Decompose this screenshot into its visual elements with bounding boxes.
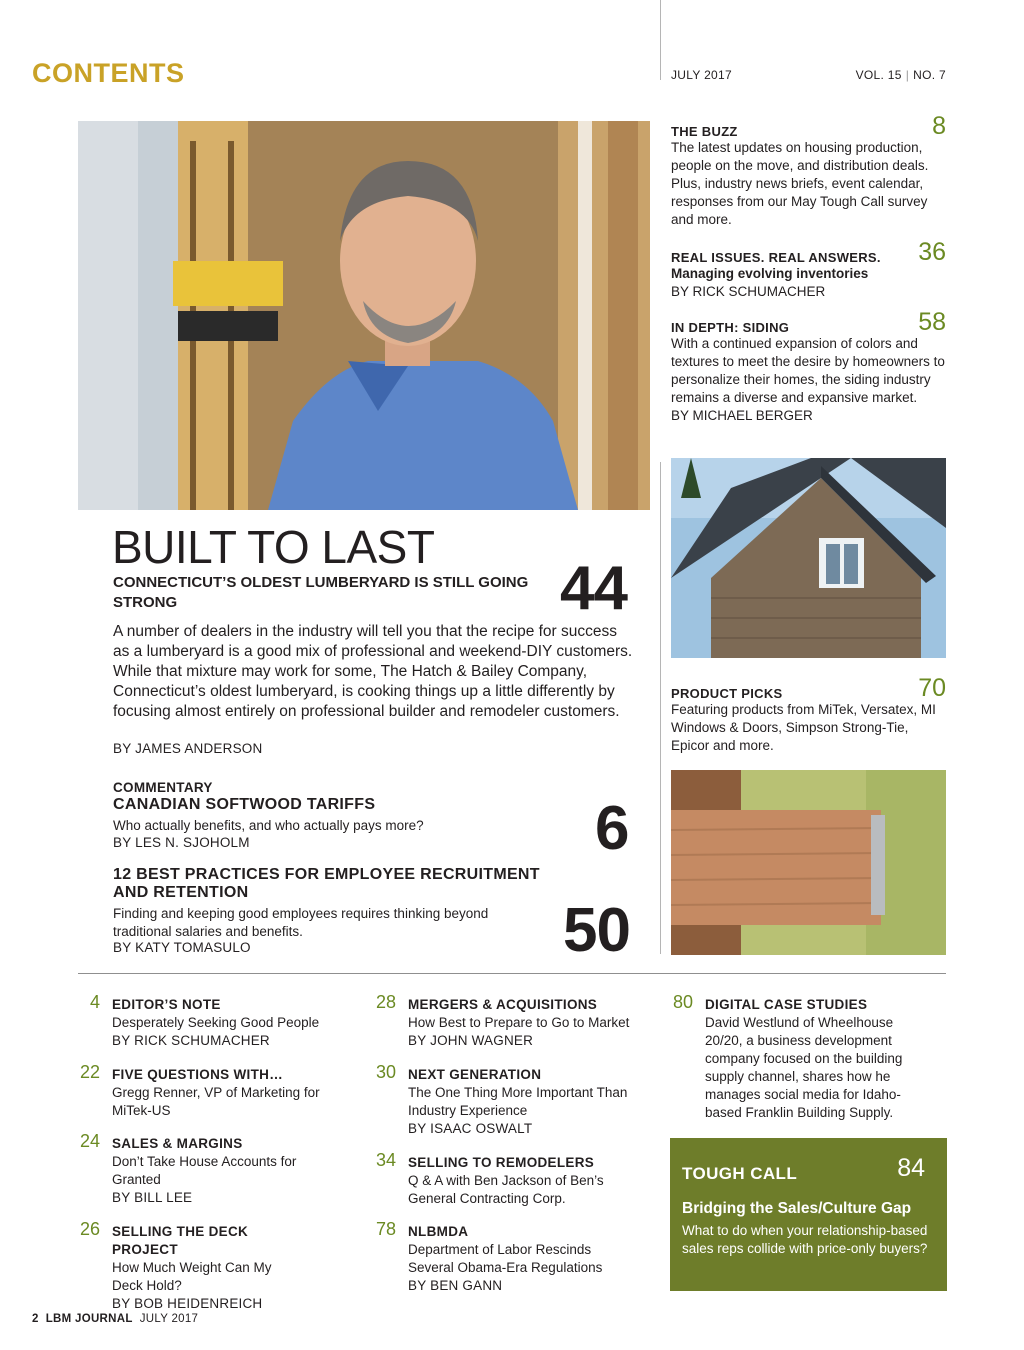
column-divider bbox=[660, 462, 661, 954]
byline: BY ISAAC OSWALT bbox=[408, 1121, 533, 1136]
toc-entry-the-buzz[interactable] bbox=[671, 112, 946, 229]
footer-publication: LBM JOURNAL bbox=[45, 1313, 133, 1325]
feature-title: BUILT TO LAST bbox=[112, 521, 435, 573]
issue-volume bbox=[856, 68, 946, 82]
toc-entry-real-issues[interactable] bbox=[671, 238, 946, 301]
feature-subtitle: CONNECTICUT’S OLDEST LUMBERYARD IS STILL GOING STRONG bbox=[113, 574, 529, 611]
dept-title: Department of Labor Rescinds Several Obama-Era Regulations bbox=[408, 1242, 603, 1275]
tough-call-box[interactable] bbox=[670, 1138, 947, 1291]
dept-heading: DIGITAL CASE STUDIES bbox=[705, 997, 868, 1012]
commentary-page-number: 6 bbox=[595, 794, 629, 863]
toc-entry-in-depth-siding[interactable] bbox=[671, 308, 946, 425]
section-heading: THE BUZZ bbox=[671, 124, 738, 139]
tough-call-label: TOUGH CALL bbox=[682, 1164, 798, 1183]
section-description: Featuring products from MiTek, Versatex, MI Windows & Doors, Simpson Strong-Tie, Epicor and more. bbox=[671, 702, 936, 753]
byline: BY MICHAEL BERGER bbox=[671, 408, 813, 423]
cabin-siding-photo bbox=[671, 458, 946, 658]
volume-divider: | bbox=[905, 68, 910, 82]
contents-heading: CONTENTS bbox=[32, 58, 185, 88]
dept-heading: SALES & MARGINS bbox=[112, 1136, 243, 1151]
volume-label: VOL. 15 bbox=[855, 68, 902, 82]
dept-title: How Much Weight Can My Deck Hold? bbox=[112, 1260, 272, 1293]
dept-title: Q & A with Ben Jackson of Ben’s General Contracting Corp. bbox=[408, 1173, 604, 1206]
page-number: 22 bbox=[79, 1062, 100, 1082]
dept-entry-selling-remodelers[interactable] bbox=[374, 1150, 624, 1208]
tough-call-page-number: 84 bbox=[897, 1154, 925, 1182]
byline: BY BEN GANN bbox=[408, 1278, 503, 1293]
dept-entry-nlbmda[interactable] bbox=[374, 1219, 624, 1295]
page-number: 30 bbox=[375, 1062, 396, 1082]
dept-entry-digital-case-studies[interactable] bbox=[671, 992, 947, 1122]
page-number: 34 bbox=[375, 1150, 396, 1170]
tough-call-description: What to do when your relationship-based sales reps collide with price-only buyers? bbox=[682, 1223, 928, 1256]
page-number: 78 bbox=[375, 1219, 396, 1239]
best-practices-byline: BY KATY TOMASULO bbox=[113, 940, 251, 955]
best-practices-description: Finding and keeping good employees requires thinking beyond traditional salaries and benefits. bbox=[113, 906, 489, 939]
page-number: 26 bbox=[79, 1219, 100, 1239]
dept-heading: NEXT GENERATION bbox=[408, 1067, 542, 1082]
footer-page-number: 2 bbox=[32, 1313, 39, 1325]
dept-entry-sales-margins[interactable] bbox=[78, 1131, 328, 1207]
feature-page-number: 44 bbox=[560, 554, 627, 623]
byline: BY JOHN WAGNER bbox=[408, 1033, 534, 1048]
dept-title: Desperately Seeking Good People bbox=[112, 1015, 320, 1030]
footer-issue: JULY 2017 bbox=[139, 1313, 199, 1325]
best-practices-page-number: 50 bbox=[563, 896, 630, 965]
section-heading: PRODUCT PICKS bbox=[671, 686, 783, 701]
byline: BY RICK SCHUMACHER bbox=[112, 1033, 270, 1048]
best-practices-title[interactable]: 12 BEST PRACTICES FOR EMPLOYEE RECRUITMENT AND RETENTION bbox=[113, 866, 540, 901]
page-number: 24 bbox=[79, 1131, 100, 1151]
feature-byline: BY JAMES ANDERSON bbox=[113, 741, 263, 756]
page-number: 4 bbox=[89, 992, 100, 1012]
commentary-description: Who actually benefits, and who actually pays more? bbox=[113, 818, 424, 833]
number-label: NO. 7 bbox=[913, 68, 946, 82]
dept-entry-editors-note[interactable] bbox=[78, 992, 328, 1050]
dept-entry-mergers[interactable] bbox=[374, 992, 630, 1050]
dept-title: David Westlund of Wheelhouse 20/20, a business development company focused on the building supply channel, shares how he manages social media for Idaho-based Franklin Building Supply. bbox=[705, 1015, 903, 1120]
dept-title: How Best to Prepare to Go to Market bbox=[408, 1015, 630, 1030]
byline: BY BOB HEIDENREICH bbox=[112, 1296, 263, 1311]
dept-title: Don’t Take House Accounts for Granted bbox=[112, 1154, 297, 1187]
byline: BY BILL LEE bbox=[112, 1190, 193, 1205]
page-number: 28 bbox=[375, 992, 396, 1012]
page-number: 58 bbox=[918, 308, 946, 336]
feature-description: A number of dealers in the industry will tell you that the recipe for success as a lumberyard is a good mix of professional and weekend-DIY customers. While that mixture may work for some, The Hatch & Bailey Company, Connecticut’s oldest lumberyard, is cooking things up a little differently by focusing almost entirely on professional builder and remodeler customers. bbox=[113, 623, 633, 720]
page-number: 36 bbox=[918, 238, 946, 266]
section-subtitle: Managing evolving inventories bbox=[671, 266, 869, 281]
dept-entry-five-questions[interactable] bbox=[78, 1062, 328, 1120]
section-heading: REAL ISSUES. REAL ANSWERS. bbox=[671, 250, 881, 265]
toc-entry-product-picks[interactable] bbox=[671, 674, 946, 755]
column-divider-top bbox=[660, 0, 661, 80]
issue-date: JULY 2017 bbox=[671, 68, 732, 82]
portrait-photo bbox=[78, 121, 650, 510]
section-divider bbox=[78, 973, 946, 974]
tough-call-headline: Bridging the Sales/Culture Gap bbox=[682, 1200, 912, 1217]
page-number: 80 bbox=[672, 992, 693, 1012]
dept-heading: MERGERS & ACQUISITIONS bbox=[408, 997, 598, 1012]
byline: BY RICK SCHUMACHER bbox=[671, 284, 826, 299]
dept-entry-next-generation[interactable] bbox=[374, 1062, 628, 1138]
commentary-title[interactable]: CANADIAN SOFTWOOD TARIFFS bbox=[113, 796, 376, 813]
commentary-byline: BY LES N. SJOHOLM bbox=[113, 835, 250, 850]
section-description: With a continued expansion of colors and textures to meet the desire by homeowners to personalize their homes, the siding industry remains a diverse and expansive market. bbox=[671, 336, 945, 405]
dept-heading: EDITOR’S NOTE bbox=[112, 997, 221, 1012]
wood-board-photo bbox=[671, 770, 946, 955]
dept-title: The One Thing More Important Than Industry Experience bbox=[408, 1085, 628, 1118]
dept-heading: SELLING THE DECK PROJECT bbox=[112, 1224, 249, 1257]
dept-title: Gregg Renner, VP of Marketing for MiTek-US bbox=[112, 1085, 320, 1118]
commentary-kicker: COMMENTARY bbox=[113, 780, 213, 795]
dept-entry-deck-project[interactable] bbox=[78, 1219, 328, 1313]
page-number: 8 bbox=[932, 112, 946, 140]
dept-heading: SELLING TO REMODELERS bbox=[408, 1155, 595, 1170]
dept-heading: NLBMDA bbox=[408, 1224, 469, 1239]
section-description: The latest updates on housing production, people on the move, and distribution deals. Plus, industry news briefs, event calendar, responses from our May Tough Call survey and more. bbox=[671, 140, 929, 227]
section-heading: IN DEPTH: SIDING bbox=[671, 320, 790, 335]
page-footer bbox=[32, 1313, 198, 1325]
page-number: 70 bbox=[918, 674, 946, 702]
dept-heading: FIVE QUESTIONS WITH… bbox=[112, 1067, 284, 1082]
